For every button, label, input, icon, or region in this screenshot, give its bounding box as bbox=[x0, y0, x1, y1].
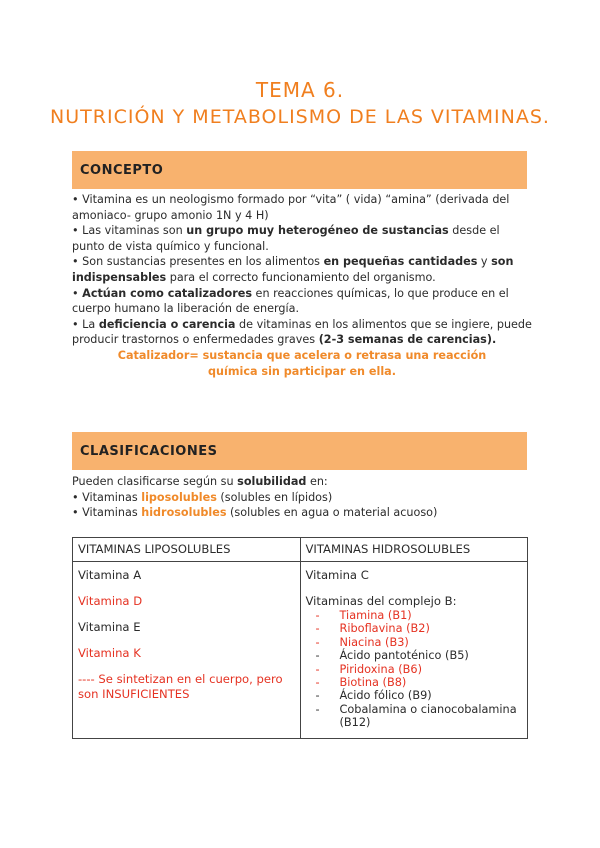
concepto-p5-text-c: de vitaminas en los alimentos que se ingiere, puede producir trastornos o enfermedades graves bbox=[72, 317, 532, 347]
clasificaciones-body bbox=[72, 474, 532, 521]
vitamins-table bbox=[72, 537, 528, 739]
section-heading-concepto: CONCEPTO bbox=[80, 162, 164, 178]
list-item bbox=[316, 703, 523, 730]
list-item bbox=[316, 636, 523, 649]
concepto-paragraph-5 bbox=[72, 317, 532, 348]
concepto-p1-text: • Vitamina es un neologismo formado por “vita” ( vida) “amina” (derivada del amoniaco- grupo amonio 1N y 4 H) bbox=[72, 193, 510, 222]
vitamin-c: Vitamina C bbox=[305, 568, 369, 582]
clasificaciones-item-liposolubles bbox=[72, 490, 532, 506]
list-item bbox=[316, 689, 523, 702]
complejo-b-item-text: Ácido fólico (B9) bbox=[339, 689, 432, 703]
list-item bbox=[316, 663, 523, 676]
bullet-dash: - bbox=[315, 649, 320, 663]
intro-text-a: Pueden clasificarse según su bbox=[72, 475, 238, 488]
concepto-p5-text-a: • La bbox=[72, 317, 99, 331]
lipo-text-c: (solubles en lípidos) bbox=[216, 490, 333, 504]
concepto-p3-bold-2: son indispensables bbox=[72, 255, 514, 284]
section-header-clasificaciones bbox=[72, 432, 527, 470]
concepto-p3-text-a: • Son sustancias presentes en los alimentos bbox=[72, 255, 324, 269]
lipo-highlight: liposolubles bbox=[141, 490, 217, 504]
concepto-paragraph-1 bbox=[72, 192, 532, 223]
hidro-text-c: (solubles en agua o material acuoso) bbox=[226, 506, 438, 520]
clasificaciones-intro bbox=[72, 474, 532, 490]
clasificaciones-item-hidrosolubles bbox=[72, 505, 532, 521]
complejo-b-item-text: Biotina (B8) bbox=[339, 676, 407, 690]
complejo-b-item-text: Niacina (B3) bbox=[339, 635, 409, 649]
bullet-dash: - bbox=[315, 635, 320, 649]
concepto-p2-text-c: desde el punto de vista químico y funcional. bbox=[72, 224, 500, 253]
section-heading-clasificaciones: CLASIFICACIONES bbox=[80, 443, 218, 459]
list-item bbox=[316, 649, 523, 662]
complejo-b-intro: Vitaminas del complejo B: bbox=[305, 594, 457, 608]
list-item bbox=[316, 676, 523, 689]
lipo-item: Vitamina D bbox=[78, 594, 143, 608]
concepto-paragraph-2 bbox=[72, 223, 532, 254]
concepto-p5-bold-1: deficiencia o carencia bbox=[98, 317, 236, 331]
lipo-item: Vitamina E bbox=[78, 620, 141, 634]
hidro-text-a: • Vitaminas bbox=[72, 506, 142, 520]
concepto-p4-text-c: en reacciones químicas, lo que produce en el cuerpo humano la liberación de energía. bbox=[72, 286, 509, 316]
concepto-p4-bold: Actúan como catalizadores bbox=[82, 286, 252, 300]
bullet-dash: - bbox=[315, 676, 320, 690]
complejo-b-item-text: Piridoxina (B6) bbox=[339, 662, 422, 676]
concepto-paragraph-4 bbox=[72, 286, 532, 317]
complejo-b-item-text: Cobalamina o cianocobalamina (B12) bbox=[339, 702, 517, 730]
complejo-b-item-text: Riboflavina (B2) bbox=[339, 622, 430, 636]
concepto-p3-text-e: para el correcto funcionamiento del organismo. bbox=[166, 270, 436, 284]
intro-text-c: en: bbox=[306, 475, 328, 488]
title-line-1: TEMA 6. bbox=[255, 78, 345, 102]
list-item bbox=[316, 622, 523, 635]
bullet-dash: - bbox=[315, 689, 320, 703]
hidro-highlight: hidrosolubles bbox=[141, 506, 227, 520]
bullet-dash: - bbox=[315, 702, 320, 716]
concepto-p2-text-a: • Las vitaminas son bbox=[72, 224, 187, 238]
concepto-body bbox=[72, 192, 532, 379]
header-liposolubles: VITAMINAS LIPOSOLUBLES bbox=[73, 538, 301, 562]
bullet-dash: - bbox=[315, 662, 320, 676]
intro-bold: solubilidad bbox=[237, 475, 307, 488]
lipo-item: Vitamina K bbox=[78, 646, 141, 660]
lipo-item: Vitamina A bbox=[78, 568, 142, 582]
concepto-p4-bullet: • bbox=[72, 286, 83, 300]
lipo-text-a: • Vitaminas bbox=[72, 490, 142, 504]
lipo-item: ---- Se sintetizan en el cuerpo, pero son INSUFICIENTES bbox=[78, 672, 283, 701]
complejo-b-item-text: Tiamina (B1) bbox=[339, 609, 412, 622]
catalizador-note: Catalizador= sustancia que acelera o retrasa una reacción química sin participar en ella. bbox=[117, 348, 487, 378]
bullet-dash: - bbox=[315, 622, 320, 636]
table-header-row bbox=[73, 538, 528, 562]
complejo-b-list bbox=[306, 609, 523, 730]
concepto-p5-bold-2: (2-3 semanas de carencias). bbox=[318, 333, 497, 347]
header-hidrosolubles: VITAMINAS HIDROSOLUBLES bbox=[300, 538, 528, 562]
concepto-p2-bold: un grupo muy heterogéneo de sustancias bbox=[186, 224, 449, 238]
table-row bbox=[73, 562, 528, 739]
title-line-2: NUTRICIÓN Y METABOLISMO DE LAS VITAMINAS. bbox=[50, 106, 550, 128]
cell-hidrosolubles bbox=[300, 562, 528, 739]
concepto-p3-text-c: y bbox=[477, 255, 492, 269]
complejo-b-item-text: Ácido pantoténico (B5) bbox=[339, 649, 469, 663]
list-item bbox=[316, 609, 523, 622]
cell-liposolubles bbox=[73, 562, 301, 739]
section-header-concepto bbox=[72, 151, 527, 189]
bullet-dash: - bbox=[315, 609, 320, 622]
concepto-p3-bold-1: en pequeñas cantidades bbox=[323, 255, 478, 269]
concepto-paragraph-3 bbox=[72, 254, 532, 285]
